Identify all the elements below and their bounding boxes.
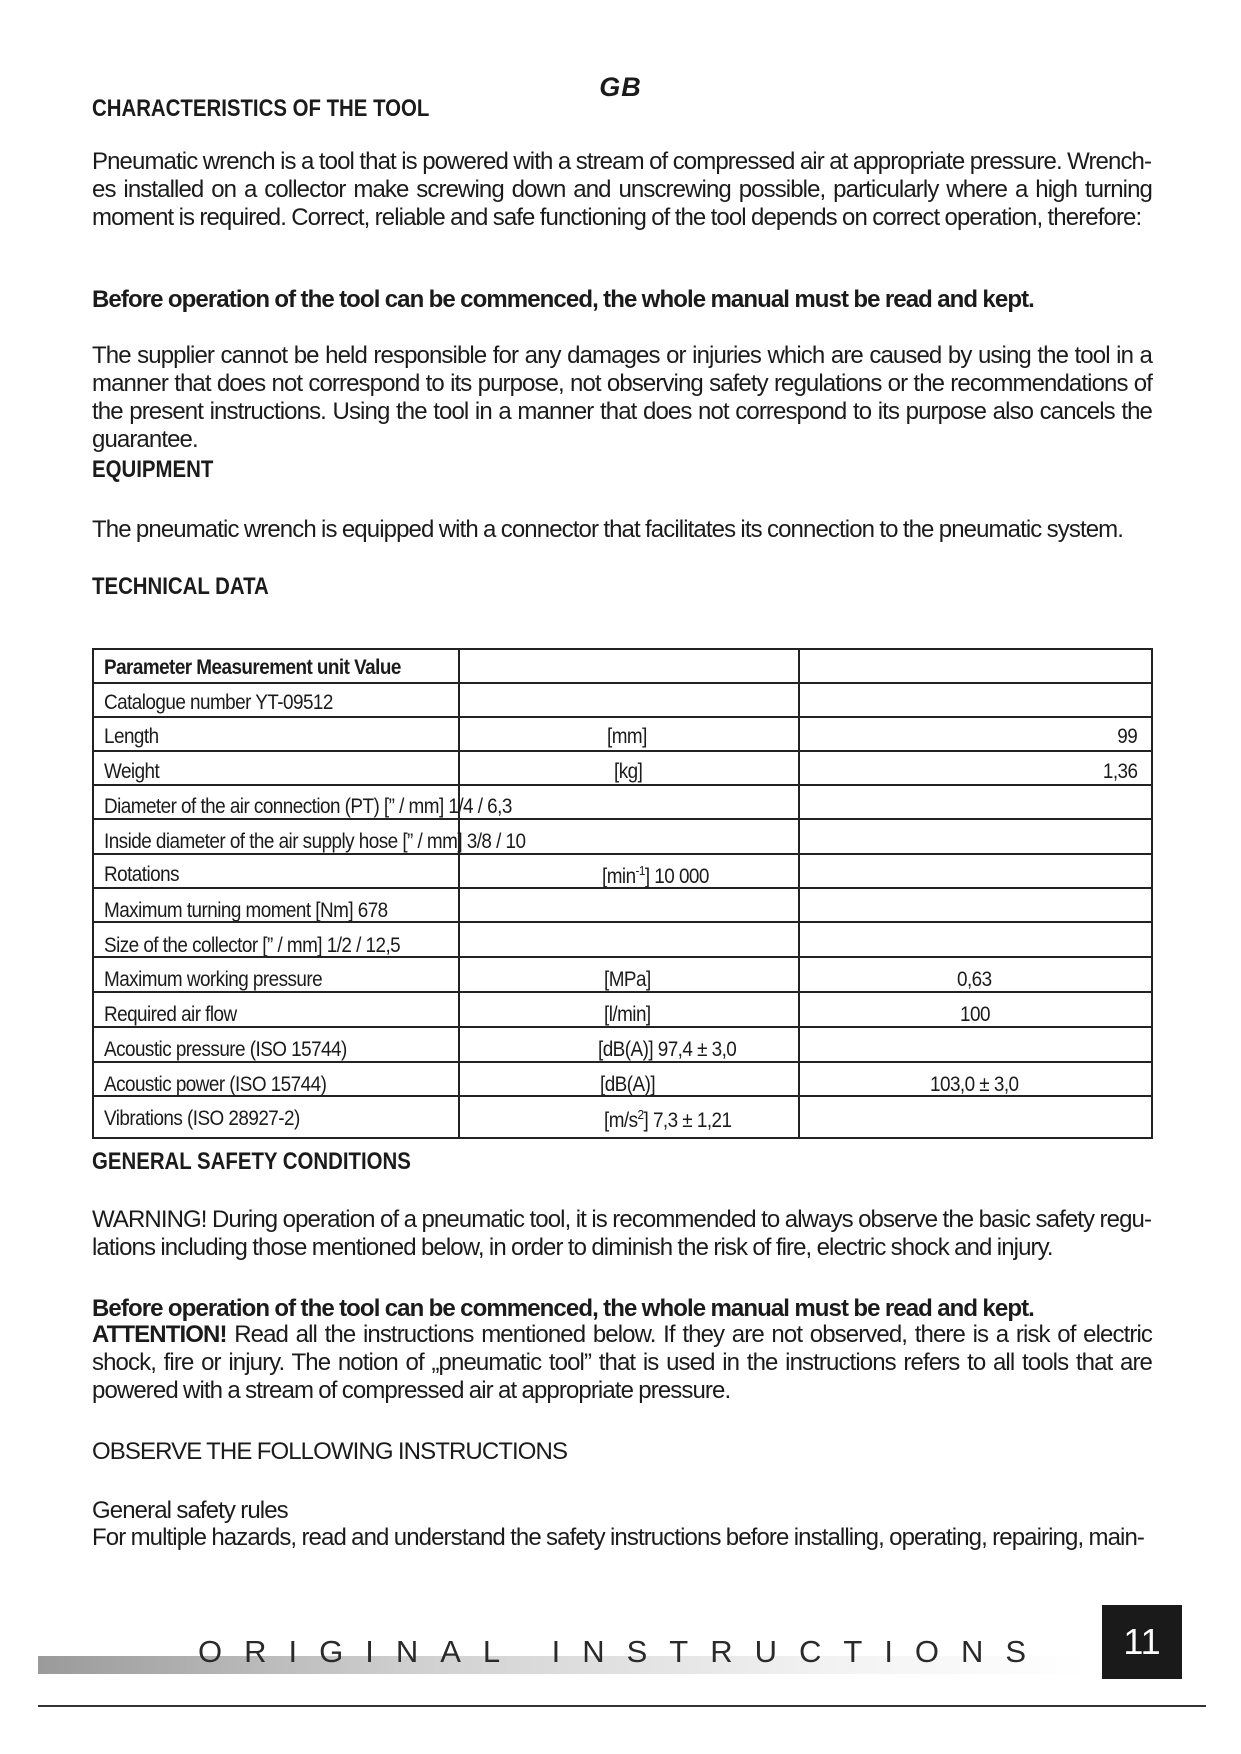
table-row: [94, 921, 1151, 923]
table-row: [94, 991, 1151, 993]
row-parameter: Maximum working pressure: [104, 968, 323, 991]
row-parameter: Diameter of the air connection (PT) [” / mm] 1/4 / 6,3: [104, 795, 512, 818]
footer-original-instructions: ORIGINAL INSTRUCTIONS: [198, 1634, 1049, 1669]
attention-paragraph: [92, 1321, 1152, 1405]
warning-paragraph: WARNING! During operation of a pneumatic tool, it is recommended to always observe the basic safety regulations including those mentioned below, in order to diminish the risk of fire, electric shock and injury.: [92, 1206, 1152, 1261]
row-parameter: Rotations: [104, 863, 179, 886]
table-row: [94, 1026, 1151, 1028]
row-parameter: Maximum turning moment [Nm] 678: [104, 899, 388, 922]
row-unit: [MPa]: [604, 968, 651, 991]
row-value: 0,63: [957, 968, 992, 991]
table-header: Parameter Measurement unit Value: [104, 656, 401, 679]
row-unit: [kg]: [614, 760, 643, 783]
row-value: 100: [960, 1003, 990, 1026]
characteristics-heading: CHARACTERISTICS OF THE TOOL: [92, 95, 430, 122]
language-code: GB: [599, 72, 642, 102]
table-column-divider: [458, 650, 460, 1137]
table-row: [94, 887, 1151, 889]
observe-instructions: OBSERVE THE FOLLOWING INSTRUCTIONS: [92, 1438, 568, 1465]
row-parameter: Size of the collector [” / mm] 1/2 / 12,5: [104, 934, 401, 957]
row-unit: [dB(A)]: [600, 1073, 656, 1096]
row-parameter: Length: [104, 725, 159, 748]
table-row: [94, 682, 1151, 684]
bottom-rule: [38, 1705, 1206, 1707]
table-row: [94, 1095, 1151, 1097]
table-row: [94, 818, 1151, 820]
row-parameter: Weight: [104, 760, 160, 783]
row-unit: [mm]: [607, 725, 647, 748]
technical-data-table: [92, 648, 1153, 1139]
equipment-heading: EQUIPMENT: [92, 456, 214, 483]
table-row: [94, 716, 1151, 718]
row-parameter: Acoustic power (ISO 15744): [104, 1073, 327, 1096]
attention-text: Read all the instructions mentioned below. If they are not observed, there is a risk of electric shock, fire or injury. The notion of „pneumatic tool” that is used in the instructions refers to all tools that are powered with a stream of compressed air at appropriate pressure.: [92, 1321, 1152, 1404]
row-unit: [l/min]: [604, 1003, 651, 1026]
table-row: [94, 853, 1151, 855]
attention-label: ATTENTION!: [92, 1321, 227, 1348]
technical-data-heading: TECHNICAL DATA: [92, 573, 269, 600]
liability-paragraph: The supplier cannot be held responsible for any damages or injuries which are caused by using the tool in a manner that does not correspond to its purpose, not observing safety regulations or the recommendations of the present instructions. Using the tool in a manner that does not correspond to its purpose also cancels the guarantee.: [92, 342, 1152, 453]
read-manual-notice: Before operation of the tool can be commenced, the whole manual must be read and kept.: [92, 286, 1034, 313]
read-manual-notice-2: Before operation of the tool can be commenced, the whole manual must be read and kept.: [92, 1295, 1034, 1322]
row-parameter: Catalogue number YT-09512: [104, 691, 333, 714]
row-parameter: Acoustic pressure (ISO 15744): [104, 1038, 347, 1061]
safety-heading: GENERAL SAFETY CONDITIONS: [92, 1148, 411, 1175]
row-value: 103,0 ± 3,0: [930, 1073, 1019, 1096]
row-value: 1,36: [1102, 760, 1137, 783]
general-rules-paragraph: For multiple hazards, read and understand the safety instructions before installing, operating, repairing, main-: [92, 1524, 1145, 1551]
general-rules-title: General safety rules: [92, 1497, 288, 1524]
row-parameter: Required air flow: [104, 1003, 237, 1026]
row-unit: $[m/s^2] 7,3 \pm 1,21$: [604, 1107, 732, 1132]
row-value: 99: [1117, 725, 1137, 748]
table-row: [94, 750, 1151, 752]
page-number: 11: [1102, 1605, 1182, 1679]
table-column-divider: [798, 650, 800, 1137]
row-unit: $[\min^{-1}]$ 10 000: [602, 863, 709, 888]
characteristics-paragraph: Pneumatic wrench is a tool that is powered with a stream of compressed air at appropriate pressure. Wrenches installed on a collector make screwing down and unscrewing possible, particularly where a high turning moment is required. Correct, reliable and safe functioning of the tool depends on correct operation, therefore:: [92, 148, 1152, 231]
row-unit: [dB(A)] 97,4 ± 3,0: [598, 1038, 737, 1061]
row-parameter: Inside diameter of the air supply hose [” / mm] 3/8 / 10: [104, 830, 526, 853]
table-row: [94, 956, 1151, 958]
table-row: [94, 1061, 1151, 1063]
row-parameter: Vibrations (ISO 28927-2): [104, 1107, 300, 1130]
table-row: [94, 784, 1151, 786]
equipment-paragraph: The pneumatic wrench is equipped with a connector that facilitates its connection to the pneumatic system.: [92, 516, 1124, 543]
